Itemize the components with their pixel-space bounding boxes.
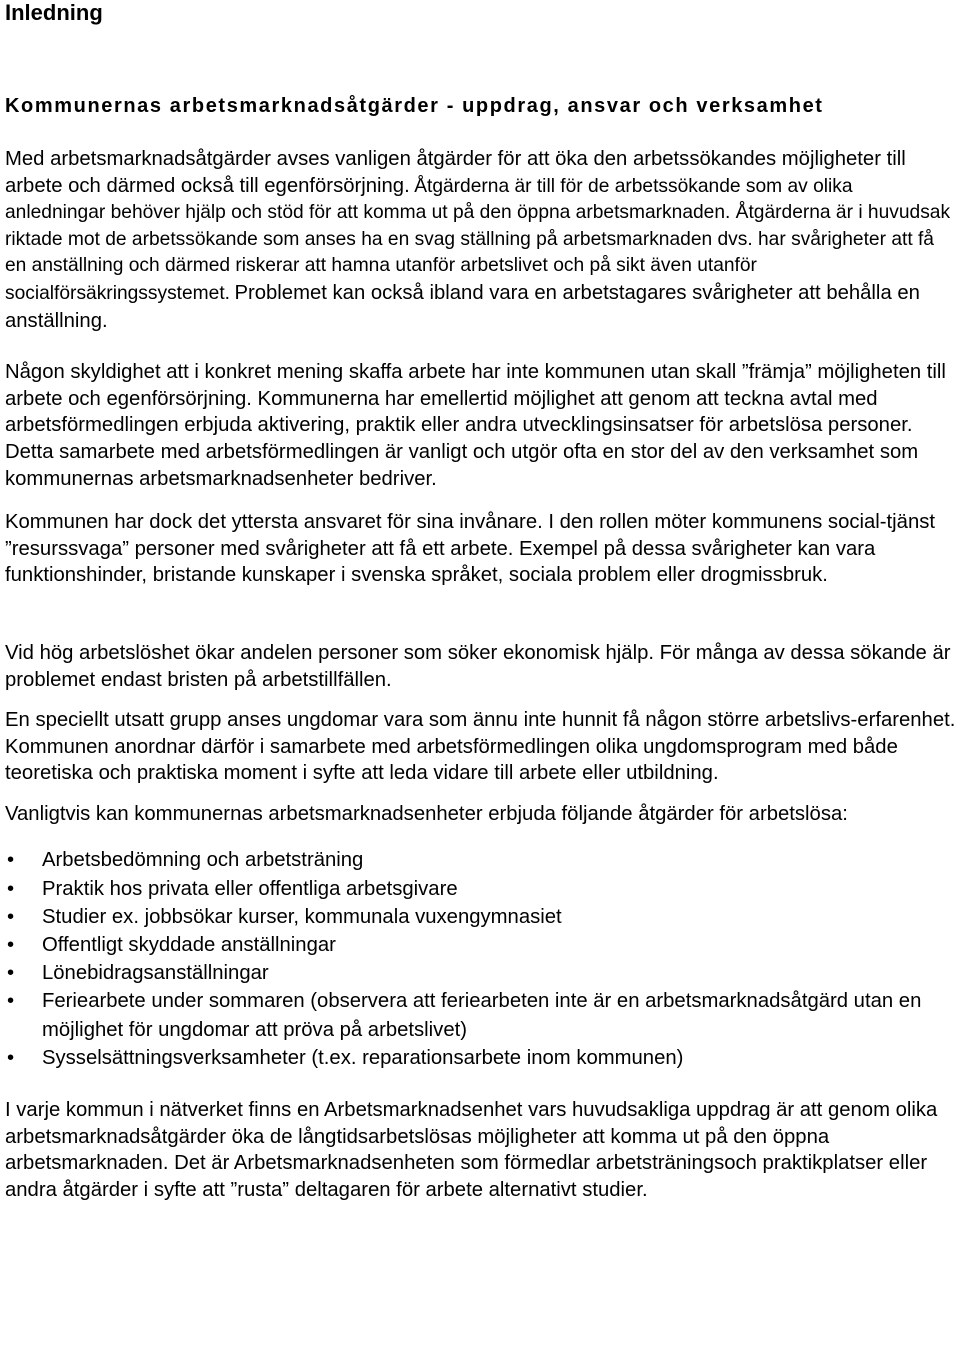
paragraph-7: I varje kommun i nätverket finns en Arbetsmarknadsenhet vars huvudsakliga uppdrag är att genom olika arbetsmarknadsåtgärder öka de långtidsarbetslösas möjligheter att komma ut på den öppna arbetsmarknaden. Det är Arbetsmarknadsenheten som förmedlar arbetsträningsoch praktikplatser eller andra åtgärder i syfte att ”rusta” deltagaren för arbete alternativt studier. [5, 1099, 938, 1201]
bullet-icon: • [7, 905, 15, 928]
bullet-icon: • [7, 877, 15, 900]
paragraph-1 [5, 146, 957, 334]
measures-list [5, 846, 957, 1072]
section-heading: Kommunernas arbetsmarknadsåtgärder - uppdrag, ansvar och verksamhet [5, 95, 824, 117]
list-item: • Offentligt skyddade anställningar [5, 931, 957, 959]
page-title: Inledning [5, 0, 103, 25]
list-item: • Feriearbete under sommaren (observera att feriearbeten inte är en arbetsmarknadsåtgärd utan en möjlighet för ungdomar att pröva på arbetslivet) [5, 987, 957, 1043]
bullet-icon: • [7, 1046, 15, 1069]
list-item: • Lönebidragsanställningar [5, 959, 957, 987]
bullet-icon: • [7, 990, 15, 1013]
bullet-icon: • [7, 934, 15, 957]
list-item: • Studier ex. jobbsökar kurser, kommunala vuxengymnasiet [5, 903, 957, 931]
paragraph-3: Kommunen har dock det yttersta ansvaret för sina invånare. I den rollen möter kommunens social-tjänst ”resurssvaga” personer med svårigheter att få ett arbete. Exempel på dessa svårigheter kan vara funktionshinder, bristande kunskaper i svenska språket, sociala problem eller drogmissbruk. [5, 511, 936, 587]
paragraph-1-part-c: Problemet kan också ibland vara en arbetstagares svårigheter att behålla en anställning. [5, 281, 920, 332]
list-item: • Arbetsbedömning och arbetsträning [5, 846, 957, 874]
list-item: • Sysselsättningsverksamheter (t.ex. reparationsarbete inom kommunen) [5, 1044, 957, 1072]
paragraph-2: Någon skyldighet att i konkret mening skaffa arbete har inte kommunen utan skall ”främja” möjligheten till arbete och egenförsörjning. Kommunerna har emellertid möjlighet att genom att teckna avtal med arbetsförmedlingen erbjuda aktivering, praktik eller andra utvecklingsinsatser för arbetslösa personer. Detta samarbete med arbetsförmedlingen är vanligt och utgör ofta en stor del av den verksamhet som kommunernas arbetsmarknadsenheter bedriver. [5, 361, 946, 490]
bullet-icon: • [7, 849, 15, 872]
paragraph-4: Vid hög arbetslöshet ökar andelen personer som söker ekonomisk hjälp. För många av dessa sökande är problemet endast bristen på arbetstillfällen. [5, 641, 951, 691]
document-page [5, 0, 957, 1203]
bullet-icon: • [7, 962, 15, 985]
paragraph-1-part-a: Med arbetsmarknadsåtgärder avses vanligen åtgärder för att öka den arbetssökandes möjligheter till arbete och därmed också till egenförsörjning. [5, 148, 906, 197]
paragraph-1-part-b: Åtgärderna är till för de arbetssökande som av olika anledningar behöver hjälp och stöd för att komma ut på den öppna arbetsmarknaden. Åtgärderna är i huvudsak riktade mot de arbetssökande som anses ha en svag ställning på arbetsmarknaden dvs. har svårigheter att få en anställning och därmed riskerar att hamna utanför arbetslivet och på sikt även utanför socialförsäkringssystemet. [5, 175, 951, 304]
paragraph-6: Vanligtvis kan kommunernas arbetsmarknadsenheter erbjuda följande åtgärder för arbetslösa: [5, 802, 848, 825]
list-item: • Praktik hos privata eller offentliga arbetsgivare [5, 875, 957, 903]
paragraph-5: En speciellt utsatt grupp anses ungdomar vara som ännu inte hunnit få någon större arbetslivs-erfarenhet. Kommunen anordnar därför i samarbete med arbetsförmedlingen olika ungdomsprogram med både teoretiska och praktiska moment i syfte att leda vidare till arbete eller utbildning. [5, 709, 956, 785]
